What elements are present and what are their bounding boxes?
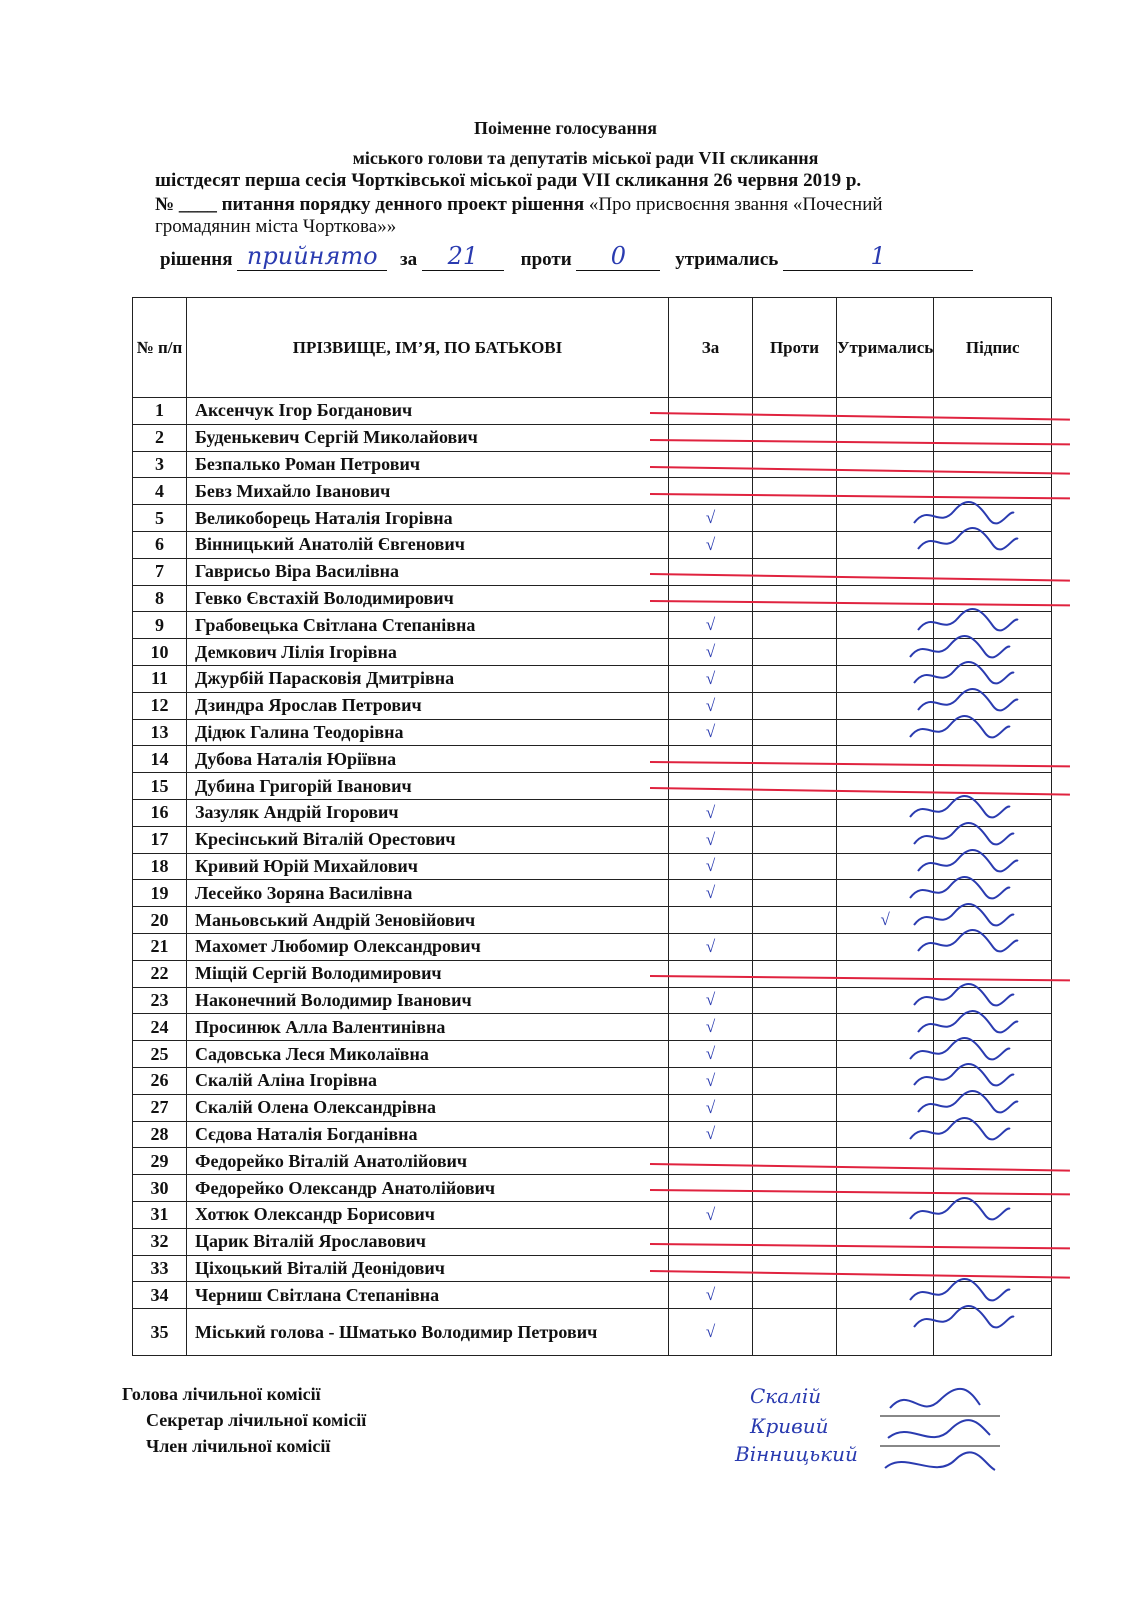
row-vote-against — [753, 907, 837, 934]
for-handwritten: 21 — [447, 242, 479, 270]
abstained-handwritten: 1 — [870, 242, 886, 270]
row-number: 6 — [133, 531, 187, 558]
table-row — [133, 692, 1052, 719]
row-number: 34 — [133, 1282, 187, 1309]
row-signature — [934, 1067, 1052, 1094]
row-vote-against — [753, 451, 837, 478]
decision-field — [237, 242, 387, 271]
row-number: 15 — [133, 773, 187, 800]
row-signature — [934, 773, 1052, 800]
chair-name-handwritten: Скалій — [750, 1384, 822, 1408]
row-name: Сєдова Наталія Богданівна — [187, 1121, 669, 1148]
member-name-handwritten: Вінницький — [735, 1442, 858, 1466]
col-abstained: Утримались — [837, 298, 934, 398]
row-number: 21 — [133, 933, 187, 960]
table-row — [133, 505, 1052, 532]
row-signature — [934, 746, 1052, 773]
row-number: 30 — [133, 1175, 187, 1202]
row-vote-for — [669, 746, 753, 773]
row-vote-abstained — [837, 719, 934, 746]
row-vote-abstained — [837, 451, 934, 478]
row-name: Безпалько Роман Петрович — [187, 451, 669, 478]
check-mark-icon: √ — [669, 826, 753, 853]
row-name: Наконечний Володимир Іванович — [187, 987, 669, 1014]
agenda-prefix: № ____ питання порядку денного проект рішення — [155, 194, 585, 215]
table-row — [133, 1121, 1052, 1148]
row-vote-against — [753, 1121, 837, 1148]
table-row — [133, 612, 1052, 639]
row-name: Зазуляк Андрій Ігорович — [187, 799, 669, 826]
row-vote-for — [669, 585, 753, 612]
row-vote-for — [669, 1228, 753, 1255]
row-number: 14 — [133, 746, 187, 773]
table-row — [133, 907, 1052, 934]
table-body — [133, 398, 1052, 1356]
row-signature — [934, 612, 1052, 639]
row-vote-against — [753, 1041, 837, 1068]
row-name: Царик Віталій Ярославович — [187, 1228, 669, 1255]
row-vote-abstained — [837, 585, 934, 612]
row-vote-abstained — [837, 746, 934, 773]
check-mark-icon: √ — [837, 907, 934, 934]
row-signature — [934, 478, 1052, 505]
row-signature — [934, 907, 1052, 934]
row-vote-against — [753, 1228, 837, 1255]
row-signature — [934, 1255, 1052, 1282]
row-vote-against — [753, 1255, 837, 1282]
row-signature — [934, 1175, 1052, 1202]
row-signature — [934, 398, 1052, 425]
row-signature — [934, 1014, 1052, 1041]
check-mark-icon: √ — [669, 1094, 753, 1121]
row-number: 1 — [133, 398, 187, 425]
row-name: Демкович Лілія Ігорівна — [187, 639, 669, 666]
decision-line — [160, 242, 1060, 288]
col-number: № п/п — [133, 298, 187, 398]
row-vote-against — [753, 639, 837, 666]
row-signature — [934, 665, 1052, 692]
session-line: шістдесят перша сесія Чортківської міської ради VII скликання 26 червня 2019 р. — [155, 170, 862, 191]
table-row — [133, 478, 1052, 505]
row-name: Грабовецька Світлана Степанівна — [187, 612, 669, 639]
check-mark-icon: √ — [669, 1014, 753, 1041]
row-vote-for — [669, 773, 753, 800]
row-number: 7 — [133, 558, 187, 585]
row-number: 10 — [133, 639, 187, 666]
row-vote-for — [669, 960, 753, 987]
secretary-label: Секретар лічильної комісії — [146, 1410, 367, 1430]
row-vote-abstained — [837, 1282, 934, 1309]
row-vote-abstained — [837, 1255, 934, 1282]
table-row — [133, 773, 1052, 800]
row-vote-for — [669, 907, 753, 934]
row-vote-against — [753, 1067, 837, 1094]
row-signature — [934, 558, 1052, 585]
row-vote-against — [753, 531, 837, 558]
table-row — [133, 558, 1052, 585]
row-name: Міщій Сергій Володимирович — [187, 960, 669, 987]
check-mark-icon: √ — [669, 1121, 753, 1148]
row-number: 17 — [133, 826, 187, 853]
row-name: Кривий Юрій Михайлович — [187, 853, 669, 880]
row-vote-against — [753, 799, 837, 826]
row-name: Кресінський Віталій Орестович — [187, 826, 669, 853]
table-row — [133, 1094, 1052, 1121]
row-vote-abstained — [837, 639, 934, 666]
row-vote-for — [669, 558, 753, 585]
table-row — [133, 1041, 1052, 1068]
table-row — [133, 1201, 1052, 1228]
row-number: 4 — [133, 478, 187, 505]
against-handwritten: 0 — [610, 242, 627, 270]
row-vote-abstained — [837, 773, 934, 800]
row-vote-against — [753, 398, 837, 425]
check-mark-icon: √ — [669, 880, 753, 907]
table-row — [133, 531, 1052, 558]
row-vote-abstained — [837, 880, 934, 907]
table-row — [133, 719, 1052, 746]
against-field — [576, 242, 660, 271]
row-number: 35 — [133, 1309, 187, 1356]
row-number: 11 — [133, 665, 187, 692]
table-row — [133, 1067, 1052, 1094]
table-row — [133, 1228, 1052, 1255]
row-number: 23 — [133, 987, 187, 1014]
table-row — [133, 398, 1052, 425]
row-vote-abstained — [837, 1014, 934, 1041]
check-mark-icon: √ — [669, 1067, 753, 1094]
row-name: Гевко Євстахій Володимирович — [187, 585, 669, 612]
check-mark-icon: √ — [669, 933, 753, 960]
agenda-quote: «Про присвоєння звання «Почесний — [588, 194, 883, 215]
check-mark-icon: √ — [669, 799, 753, 826]
row-name: Федорейко Віталій Анатолійович — [187, 1148, 669, 1175]
row-vote-against — [753, 478, 837, 505]
row-vote-for — [669, 424, 753, 451]
table-row — [133, 585, 1052, 612]
row-signature — [934, 1121, 1052, 1148]
secretary-name-handwritten: Кривий — [750, 1414, 829, 1438]
member-label: Член лічильної комісії — [146, 1436, 331, 1456]
row-vote-against — [753, 505, 837, 532]
table-row — [133, 639, 1052, 666]
row-vote-against — [753, 1175, 837, 1202]
table-row — [133, 746, 1052, 773]
check-mark-icon: √ — [669, 531, 753, 558]
row-number: 3 — [133, 451, 187, 478]
table-row — [133, 424, 1052, 451]
row-vote-abstained — [837, 799, 934, 826]
row-name: Черниш Світлана Степанівна — [187, 1282, 669, 1309]
row-vote-for — [669, 1175, 753, 1202]
row-number: 9 — [133, 612, 187, 639]
row-name: Скалій Аліна Ігорівна — [187, 1067, 669, 1094]
row-vote-for — [669, 478, 753, 505]
for-label: за — [400, 249, 418, 270]
row-vote-against — [753, 1014, 837, 1041]
table-row — [133, 1309, 1052, 1356]
row-vote-against — [753, 612, 837, 639]
abstained-field — [783, 242, 973, 271]
row-vote-against — [753, 719, 837, 746]
row-name: Дубина Григорій Іванович — [187, 773, 669, 800]
row-signature — [934, 933, 1052, 960]
row-number: 18 — [133, 853, 187, 880]
col-against: Проти — [753, 298, 837, 398]
table-row — [133, 1148, 1052, 1175]
for-field — [422, 242, 504, 271]
row-number: 16 — [133, 799, 187, 826]
row-signature — [934, 880, 1052, 907]
check-mark-icon: √ — [669, 639, 753, 666]
row-number: 25 — [133, 1041, 187, 1068]
row-signature — [934, 987, 1052, 1014]
row-vote-abstained — [837, 1041, 934, 1068]
check-mark-icon: √ — [669, 1201, 753, 1228]
row-name: Дзиндра Ярослав Петрович — [187, 692, 669, 719]
row-vote-against — [753, 1148, 837, 1175]
table-row — [133, 987, 1052, 1014]
row-name: Просинюк Алла Валентинівна — [187, 1014, 669, 1041]
row-vote-abstained — [837, 1201, 934, 1228]
row-vote-against — [753, 960, 837, 987]
table-row — [133, 665, 1052, 692]
row-vote-abstained — [837, 558, 934, 585]
row-signature — [934, 1094, 1052, 1121]
row-vote-abstained — [837, 987, 934, 1014]
row-number: 2 — [133, 424, 187, 451]
row-vote-against — [753, 692, 837, 719]
row-vote-against — [753, 1309, 837, 1356]
check-mark-icon: √ — [669, 612, 753, 639]
agenda-line-continued: громадянин міста Чорткова»» — [155, 216, 397, 237]
row-vote-abstained — [837, 853, 934, 880]
row-signature — [934, 1201, 1052, 1228]
row-vote-abstained — [837, 1148, 934, 1175]
decision-handwritten: прийнято — [246, 242, 378, 270]
row-signature — [934, 826, 1052, 853]
abstained-label: утримались — [675, 249, 779, 270]
row-signature — [934, 1309, 1052, 1356]
row-signature — [934, 1041, 1052, 1068]
row-name: Хотюк Олександр Борисович — [187, 1201, 669, 1228]
table-row — [133, 1282, 1052, 1309]
row-signature — [934, 639, 1052, 666]
table-row — [133, 1255, 1052, 1282]
row-name: Дубова Наталія Юріївна — [187, 746, 669, 773]
row-name: Ціхоцький Віталій Деонідович — [187, 1255, 669, 1282]
row-signature — [934, 799, 1052, 826]
table-row — [133, 451, 1052, 478]
table-header-row — [133, 298, 1052, 398]
row-number: 13 — [133, 719, 187, 746]
row-vote-for — [669, 1148, 753, 1175]
row-number: 24 — [133, 1014, 187, 1041]
check-mark-icon: √ — [669, 987, 753, 1014]
row-vote-abstained — [837, 1094, 934, 1121]
row-vote-abstained — [837, 1121, 934, 1148]
row-name: Джурбій Парасковія Дмитрівна — [187, 665, 669, 692]
document-title: Поіменне голосування — [473, 118, 658, 138]
row-name: Садовська Леся Миколаївна — [187, 1041, 669, 1068]
vote-table — [132, 297, 1052, 1356]
row-name: Міський голова - Шматько Володимир Петрович — [187, 1309, 669, 1356]
table-row — [133, 933, 1052, 960]
row-number: 32 — [133, 1228, 187, 1255]
row-name: Махомет Любомир Олександрович — [187, 933, 669, 960]
col-name: ПРІЗВИЩЕ, ІМ’Я, ПО БАТЬКОВІ — [187, 298, 669, 398]
check-mark-icon: √ — [669, 692, 753, 719]
row-vote-against — [753, 424, 837, 451]
row-signature — [934, 531, 1052, 558]
row-name: Федорейко Олександр Анатолійович — [187, 1175, 669, 1202]
row-vote-abstained — [837, 960, 934, 987]
table-row — [133, 1175, 1052, 1202]
row-vote-against — [753, 746, 837, 773]
row-vote-against — [753, 826, 837, 853]
row-vote-against — [753, 987, 837, 1014]
table-row — [133, 1014, 1052, 1041]
col-signature: Підпис — [934, 298, 1052, 398]
row-vote-abstained — [837, 933, 934, 960]
row-name: Маньовський Андрій Зеновійович — [187, 907, 669, 934]
row-vote-abstained — [837, 1175, 934, 1202]
row-number: 26 — [133, 1067, 187, 1094]
row-number: 5 — [133, 505, 187, 532]
commission-signatures — [880, 1380, 1010, 1500]
row-name: Буденькевич Сергій Миколайович — [187, 424, 669, 451]
row-signature — [934, 692, 1052, 719]
row-vote-abstained — [837, 826, 934, 853]
row-vote-against — [753, 1094, 837, 1121]
decision-label: рішення — [160, 249, 233, 270]
row-vote-against — [753, 773, 837, 800]
row-name: Великоборець Наталія Ігорівна — [187, 505, 669, 532]
row-vote-abstained — [837, 1067, 934, 1094]
row-vote-abstained — [837, 665, 934, 692]
row-signature — [934, 960, 1052, 987]
row-signature — [934, 1282, 1052, 1309]
table-row — [133, 880, 1052, 907]
row-vote-abstained — [837, 398, 934, 425]
row-vote-abstained — [837, 612, 934, 639]
row-name: Дідюк Галина Теодорівна — [187, 719, 669, 746]
row-signature — [934, 451, 1052, 478]
chair-label: Голова лічильної комісії — [122, 1384, 321, 1404]
table-row — [133, 960, 1052, 987]
row-vote-against — [753, 933, 837, 960]
row-name: Лесейко Зоряна Василівна — [187, 880, 669, 907]
col-for: За — [669, 298, 753, 398]
row-number: 31 — [133, 1201, 187, 1228]
row-vote-abstained — [837, 1228, 934, 1255]
row-number: 12 — [133, 692, 187, 719]
check-mark-icon: √ — [669, 853, 753, 880]
row-vote-for — [669, 1255, 753, 1282]
row-signature — [934, 853, 1052, 880]
row-vote-against — [753, 880, 837, 907]
row-vote-against — [753, 1201, 837, 1228]
agenda-line — [155, 194, 883, 216]
row-signature — [934, 1148, 1052, 1175]
row-vote-against — [753, 665, 837, 692]
row-name: Аксенчук Ігор Богданович — [187, 398, 669, 425]
table-row — [133, 799, 1052, 826]
table-row — [133, 853, 1052, 880]
row-name: Вінницький Анатолій Євгенович — [187, 531, 669, 558]
row-vote-for — [669, 451, 753, 478]
row-number: 33 — [133, 1255, 187, 1282]
row-number: 8 — [133, 585, 187, 612]
row-vote-abstained — [837, 424, 934, 451]
row-signature — [934, 585, 1052, 612]
row-vote-abstained — [837, 505, 934, 532]
row-number: 28 — [133, 1121, 187, 1148]
document-subtitle: міського голови та депутатів міської ради VII скликання — [352, 148, 819, 168]
check-mark-icon: √ — [669, 1282, 753, 1309]
row-name: Скалій Олена Олександрівна — [187, 1094, 669, 1121]
check-mark-icon: √ — [669, 505, 753, 532]
row-number: 19 — [133, 880, 187, 907]
table-row — [133, 826, 1052, 853]
row-signature — [934, 424, 1052, 451]
row-name: Гаврисьо Віра Василівна — [187, 558, 669, 585]
row-vote-against — [753, 853, 837, 880]
against-label: проти — [520, 249, 572, 270]
check-mark-icon: √ — [669, 665, 753, 692]
row-vote-abstained — [837, 531, 934, 558]
row-signature — [934, 1228, 1052, 1255]
check-mark-icon: √ — [669, 1309, 753, 1356]
row-name: Бевз Михайло Іванович — [187, 478, 669, 505]
row-number: 29 — [133, 1148, 187, 1175]
row-number: 22 — [133, 960, 187, 987]
row-vote-abstained — [837, 692, 934, 719]
row-number: 20 — [133, 907, 187, 934]
row-vote-against — [753, 558, 837, 585]
row-vote-against — [753, 585, 837, 612]
check-mark-icon: √ — [669, 719, 753, 746]
row-number: 27 — [133, 1094, 187, 1121]
row-vote-for — [669, 398, 753, 425]
row-vote-abstained — [837, 478, 934, 505]
row-vote-abstained — [837, 1309, 934, 1356]
row-vote-against — [753, 1282, 837, 1309]
check-mark-icon: √ — [669, 1041, 753, 1068]
row-signature — [934, 719, 1052, 746]
row-signature — [934, 505, 1052, 532]
